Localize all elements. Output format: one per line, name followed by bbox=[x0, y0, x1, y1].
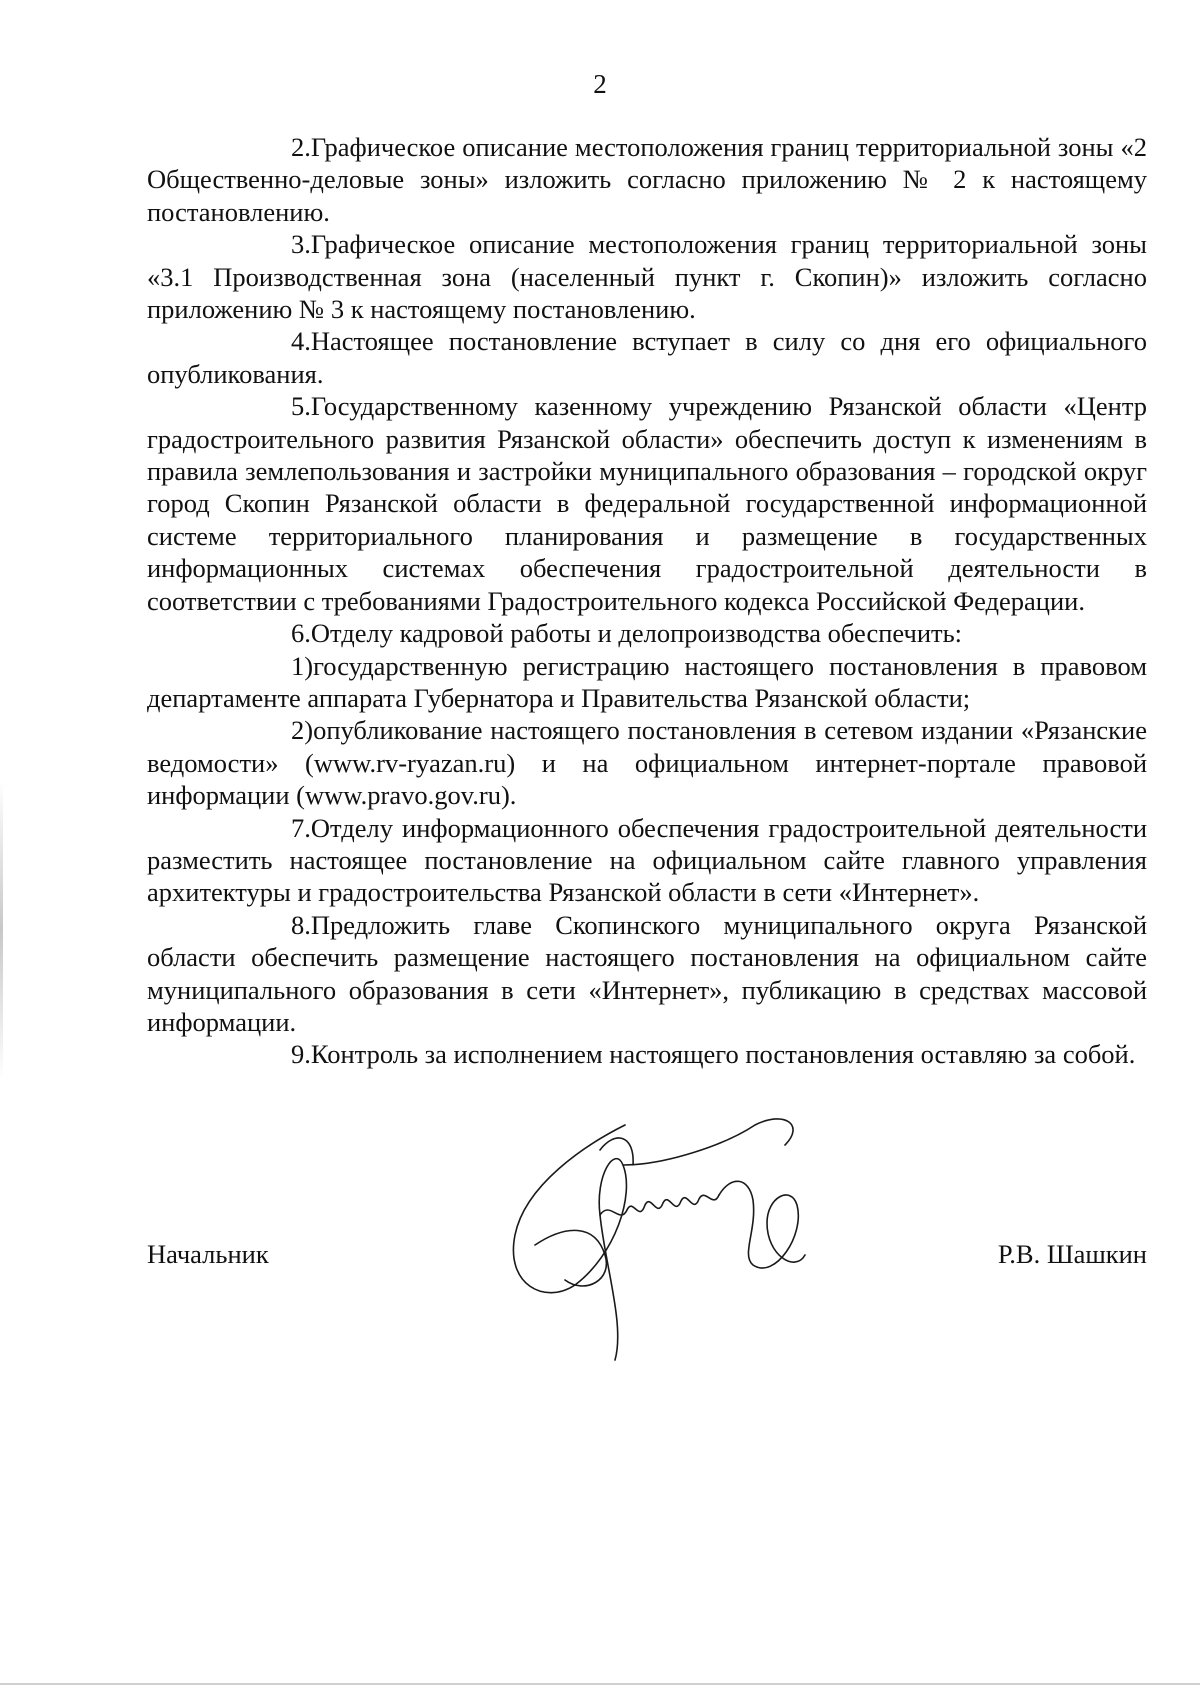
subitem-1 bbox=[147, 650, 1147, 715]
paragraph-number: 6. bbox=[291, 618, 311, 649]
paragraph-text: Настоящее постановление вступает в силу со дня его официального опубликования. bbox=[147, 326, 1147, 389]
paragraph-number: 3. bbox=[291, 229, 311, 260]
paragraph-9 bbox=[147, 1038, 1147, 1070]
paragraph-text: Отделу кадровой работы и делопроизводства обеспечить: bbox=[310, 618, 963, 649]
paragraph-6 bbox=[147, 617, 1147, 649]
paragraph-text: Графическое описание местоположения границ территориальной зоны «3.1 Производственная зона (населенный пункт г. Скопин)» изложить согласно приложению № 3 к настоящему постановлению. bbox=[147, 229, 1147, 325]
subitem-number: 2) bbox=[291, 715, 314, 746]
page-number: 2 bbox=[593, 69, 607, 99]
signatory-position: Начальник bbox=[147, 1239, 269, 1269]
signature-block bbox=[147, 1238, 1147, 1274]
document-body bbox=[147, 131, 1147, 1071]
paragraph-5 bbox=[147, 390, 1147, 617]
signatory-name: Р.В. Шашкин bbox=[997, 1239, 1147, 1269]
paragraph-number: 7. bbox=[291, 812, 311, 843]
paragraph-text: Государственному казенному учреждению Рязанской области «Центр градостроительного развития Рязанской области» обеспечить доступ к изменениям в правила землепользования и застройки муниципального образования – городской округ город Скопин Рязанской области в федеральной государственной информационной системе территориального планирования и размещение в государственных информационных системах обеспечения градостроительной деятельности в соответствии с требованиями Градостроительного кодекса Российской Федерации. bbox=[147, 391, 1147, 616]
subitem-text: государственную регистрацию настоящего постановления в правовом департаменте аппарата Губернатора и Правительства Рязанской области; bbox=[147, 650, 1147, 713]
paragraph-text: Предложить главе Скопинского муниципального округа Рязанской области обеспечить размещение настоящего постановления на официальном сайте муниципального образования в сети «Интернет», публикацию в средствах массовой информации. bbox=[147, 909, 1147, 1037]
paragraph-number: 5. bbox=[291, 391, 311, 422]
scan-edge-artifact bbox=[0, 1683, 1200, 1685]
paragraph-text: Отделу информационного обеспечения градостроительной деятельности разместить настоящее постановление на официальном сайте главного управления архитектуры и градостроительства Рязанской области в сети «Интернет». bbox=[147, 812, 1147, 908]
paragraph-2 bbox=[147, 131, 1147, 228]
paragraph-number: 9. bbox=[291, 1039, 311, 1070]
paragraph-3 bbox=[147, 228, 1147, 325]
paragraph-text: Контроль за исполнением настоящего постановления оставляю за собой. bbox=[310, 1039, 1136, 1070]
paragraph-number: 8. bbox=[291, 909, 311, 940]
subitem-2 bbox=[147, 714, 1147, 811]
subitem-text: опубликование настоящего постановления в сетевом издании «Рязанские ведомости» (www.rv-ryazan.ru) и на официальном интернет-портале правовой информации (www.pravo.gov.ru). bbox=[147, 715, 1147, 811]
paragraph-8 bbox=[147, 909, 1147, 1039]
paragraph-text: Графическое описание местоположения границ территориальной зоны «2 Общественно-деловые зоны» изложить согласно приложению № 2 к настоящему постановлению. bbox=[147, 132, 1147, 227]
paragraph-7 bbox=[147, 812, 1147, 909]
scan-edge-artifact bbox=[0, 780, 3, 1080]
subitem-number: 1) bbox=[291, 650, 314, 681]
paragraph-number: 2. bbox=[291, 132, 311, 162]
paragraph-number: 4. bbox=[291, 326, 311, 357]
paragraph-4 bbox=[147, 325, 1147, 390]
